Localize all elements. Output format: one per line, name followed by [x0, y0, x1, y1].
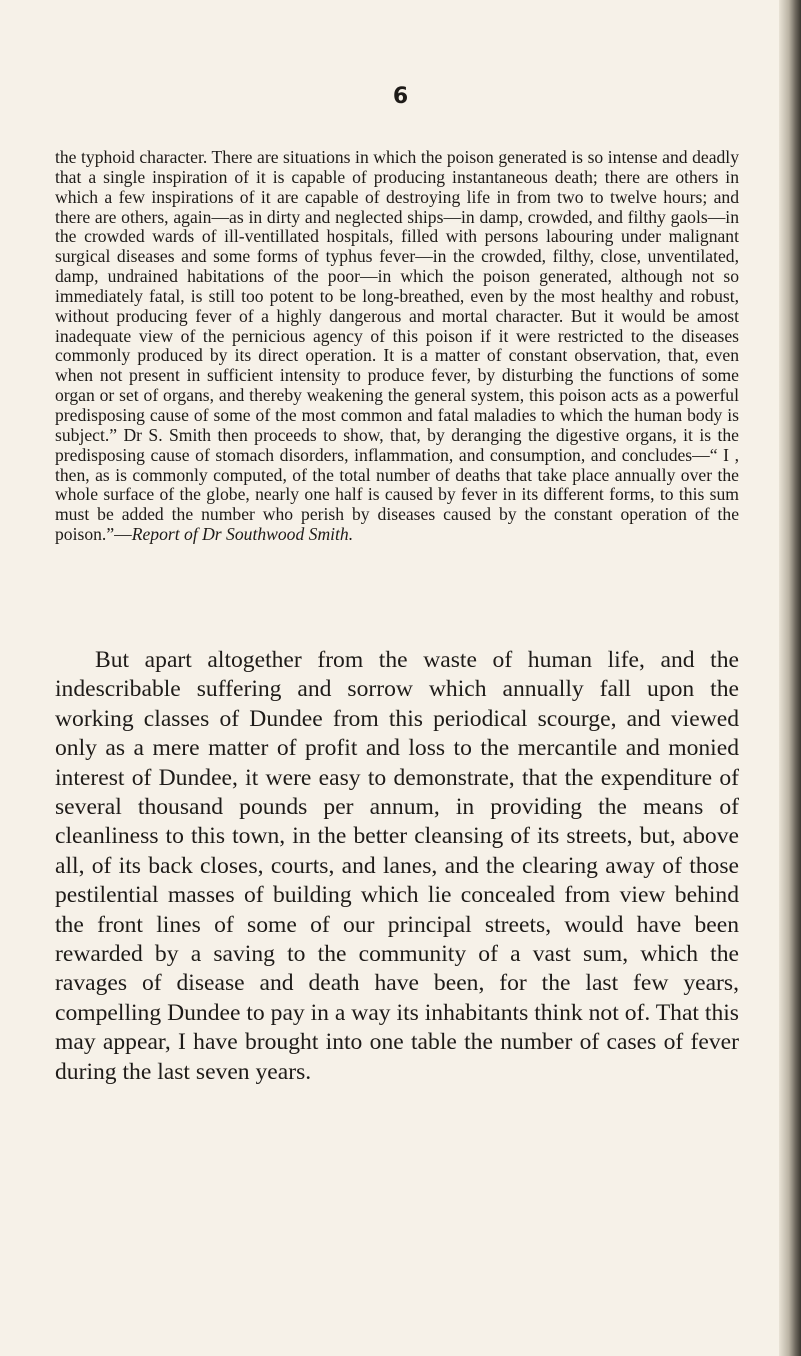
body-paragraph: But apart altogether from the waste of human life, and the indescribable suffering and sorrow which annually fall upon the working classes of Dundee from this periodical scourge, and viewed only as a mere matter of profit and loss to the mercantile and monied interest of Dundee, it were easy to demonstrate, that the expenditure of several thousand pounds per annum, in providing the means of cleanliness to this town, in the better cleansing of its streets, but, above all, of its back closes, courts, and lanes, and the clearing away of those pestilential masses of building which lie concealed from view behind the front lines of some of our principal streets, would have been rewarded by a saving to the community of a vast sum, which the ravages of disease and death have been, for the last few years, compelling Dundee to pay in a way its inhabitants think not of. That this may appear, I have brought into one table the number of cases of fever during the last seven years.: [55, 647, 739, 1085]
page-edge: [779, 0, 801, 1356]
report-citation: Report of Dr Southwood Smith.: [131, 524, 354, 545]
quoted-report-passage: [55, 148, 739, 545]
main-text: [55, 646, 739, 1087]
quoted-text: the typhoid character. There are situations in which the poison generated is so intense and deadly that a single inspiration of it is capable of producing instantaneous death; there are others in which a few inspirations of it are capable of destroying life in from two to twelve hours; and there are others, again—as in dirty and neglected ships—in damp, crowded, and filthy gaols—in the crowded wards of ill-ventillated hospitals, filled with persons labouring under malignant surgical diseases and some forms of typhus fever—in the crowded, filthy, close, unventilated, damp, undrained habitations of the poor—in which the poison generated, although not so immediately fatal, is still too potent to be long-breathed, even by the most healthy and robust, without producing fever of a highly dangerous and mortal character. But it would be amost inadequate view of the pernicious agency of this poison if it were restricted to the diseases commonly produced by its direct operation. It is a matter of constant observation, that, even when not present in sufficient intensity to produce fever, by disturbing the functions of some organ or set of organs, and thereby weakening the general system, this poison acts as a powerful predisposing cause of some of the most common and fatal maladies to which the human body is subject.” Dr S. Smith then proceeds to show, that, by deranging the digestive organs, it is the predisposing cause of stomach disorders, inflammation, and consumption, and concludes—“ I , then, as is commonly computed, of the total number of deaths that take place annually over the whole surface of the globe, nearly one half is caused by fever in its different forms, to this sum must be added the number who perish by diseases caused by the constant operation of the poison.”—: [55, 147, 739, 545]
quoted-paragraph: [55, 148, 739, 545]
page-number: 6: [392, 84, 409, 109]
